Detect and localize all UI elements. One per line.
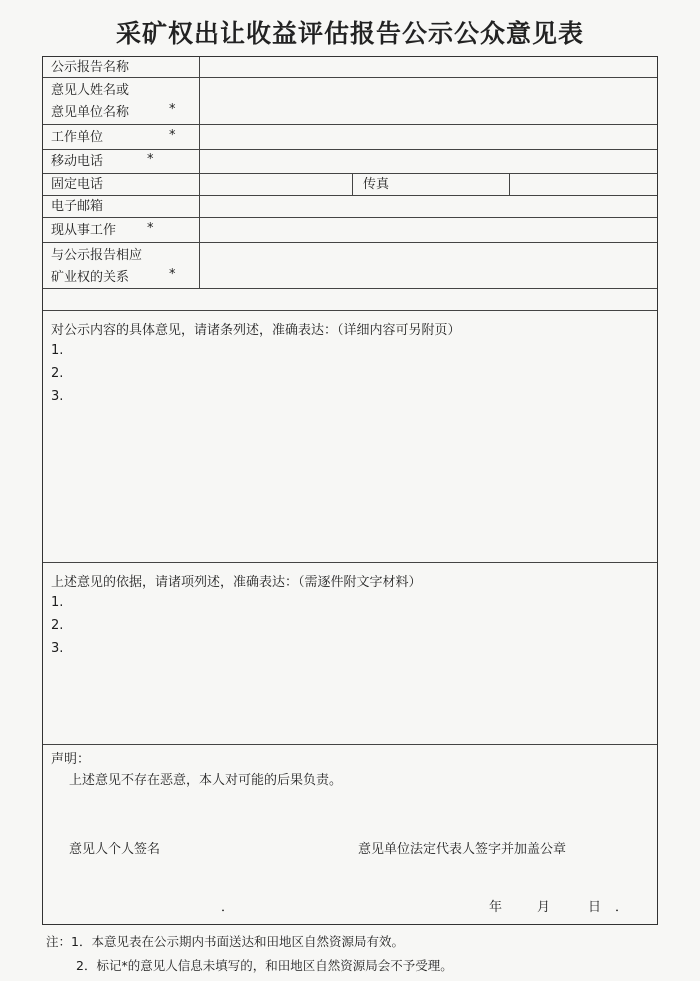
row-work-unit <box>43 125 657 150</box>
fax-label: 传真 <box>363 177 390 192</box>
opinion-section[interactable] <box>43 311 657 563</box>
email-field[interactable] <box>200 196 657 217</box>
personal-signature-label[interactable]: 意见人个人签名 <box>69 842 161 857</box>
opinion-form <box>42 56 658 925</box>
row-email <box>43 196 657 218</box>
form-notes <box>46 930 453 978</box>
opinion-item-3: 3. <box>51 389 64 404</box>
basis-heading: 上述意见的依据，请诸项列述，准确表达：（需逐件附文字材料） <box>51 575 422 590</box>
row-mobile <box>43 150 657 174</box>
email-label: 电子邮箱 <box>51 199 104 214</box>
required-mark: * <box>147 152 154 167</box>
mobile-label: 移动电话 <box>51 154 104 169</box>
row-landline-fax <box>43 174 657 196</box>
occupation-field[interactable] <box>200 218 657 242</box>
notes-label: 注： <box>46 934 72 949</box>
row-name <box>43 78 657 125</box>
row-report-name <box>43 57 657 78</box>
work-unit-field[interactable] <box>200 125 657 149</box>
basis-item-3: 3. <box>51 641 64 656</box>
note-1: 注：1．本意见表在公示期内书面送达和田地区自然资源局有效。 <box>46 934 404 949</box>
mobile-field[interactable] <box>200 150 657 173</box>
row-blank <box>43 289 657 311</box>
occupation-label: 现从事工作 <box>51 223 117 238</box>
basis-item-2: 2. <box>51 618 64 633</box>
declaration-text: 上述意见不存在恶意，本人对可能的后果负责。 <box>69 773 343 788</box>
form-title: 采矿权出让收益评估报告公示公众意见表 <box>115 19 584 48</box>
relation-label-line2: 矿业权的关系 <box>51 270 130 285</box>
relation-field[interactable] <box>200 243 657 288</box>
name-label-line1: 意见人姓名或 <box>51 83 130 98</box>
report-name-field[interactable] <box>200 57 657 77</box>
landline-label: 固定电话 <box>51 177 104 192</box>
relation-label-line1: 与公示报告相应 <box>51 248 143 263</box>
separator-dot: ． <box>221 900 235 915</box>
basis-item-1: 1. <box>51 595 64 610</box>
row-relation <box>43 243 657 289</box>
work-unit-label: 工作单位 <box>51 130 104 145</box>
basis-section[interactable] <box>43 563 657 745</box>
declaration-heading: 声明： <box>51 752 91 767</box>
required-mark: * <box>169 267 176 282</box>
required-mark: * <box>169 128 176 143</box>
day-label: 日 <box>588 900 602 915</box>
note-2: 2．标记*的意见人信息未填写的，和田地区自然资源局会不予受理。 <box>76 958 453 973</box>
opinion-heading: 对公示内容的具体意见，请诸条列述，准确表达：（详细内容可另附页） <box>51 323 461 338</box>
opinion-item-2: 2. <box>51 366 64 381</box>
name-label-line2: 意见单位名称 <box>51 105 130 120</box>
landline-field[interactable] <box>200 174 351 195</box>
declaration-section <box>43 745 657 923</box>
report-name-label: 公示报告名称 <box>51 60 130 75</box>
row-occupation <box>43 218 657 243</box>
required-mark: * <box>147 221 154 236</box>
unit-signature-label[interactable]: 意见单位法定代表人签字并加盖公章 <box>358 842 567 857</box>
year-label: 年 <box>489 900 503 915</box>
required-mark: * <box>169 102 176 117</box>
month-label: 月 <box>537 900 551 915</box>
opinion-item-1: 1. <box>51 343 64 358</box>
separator-dot: ． <box>615 900 629 915</box>
fax-field[interactable] <box>510 174 657 195</box>
name-field[interactable] <box>200 78 657 124</box>
